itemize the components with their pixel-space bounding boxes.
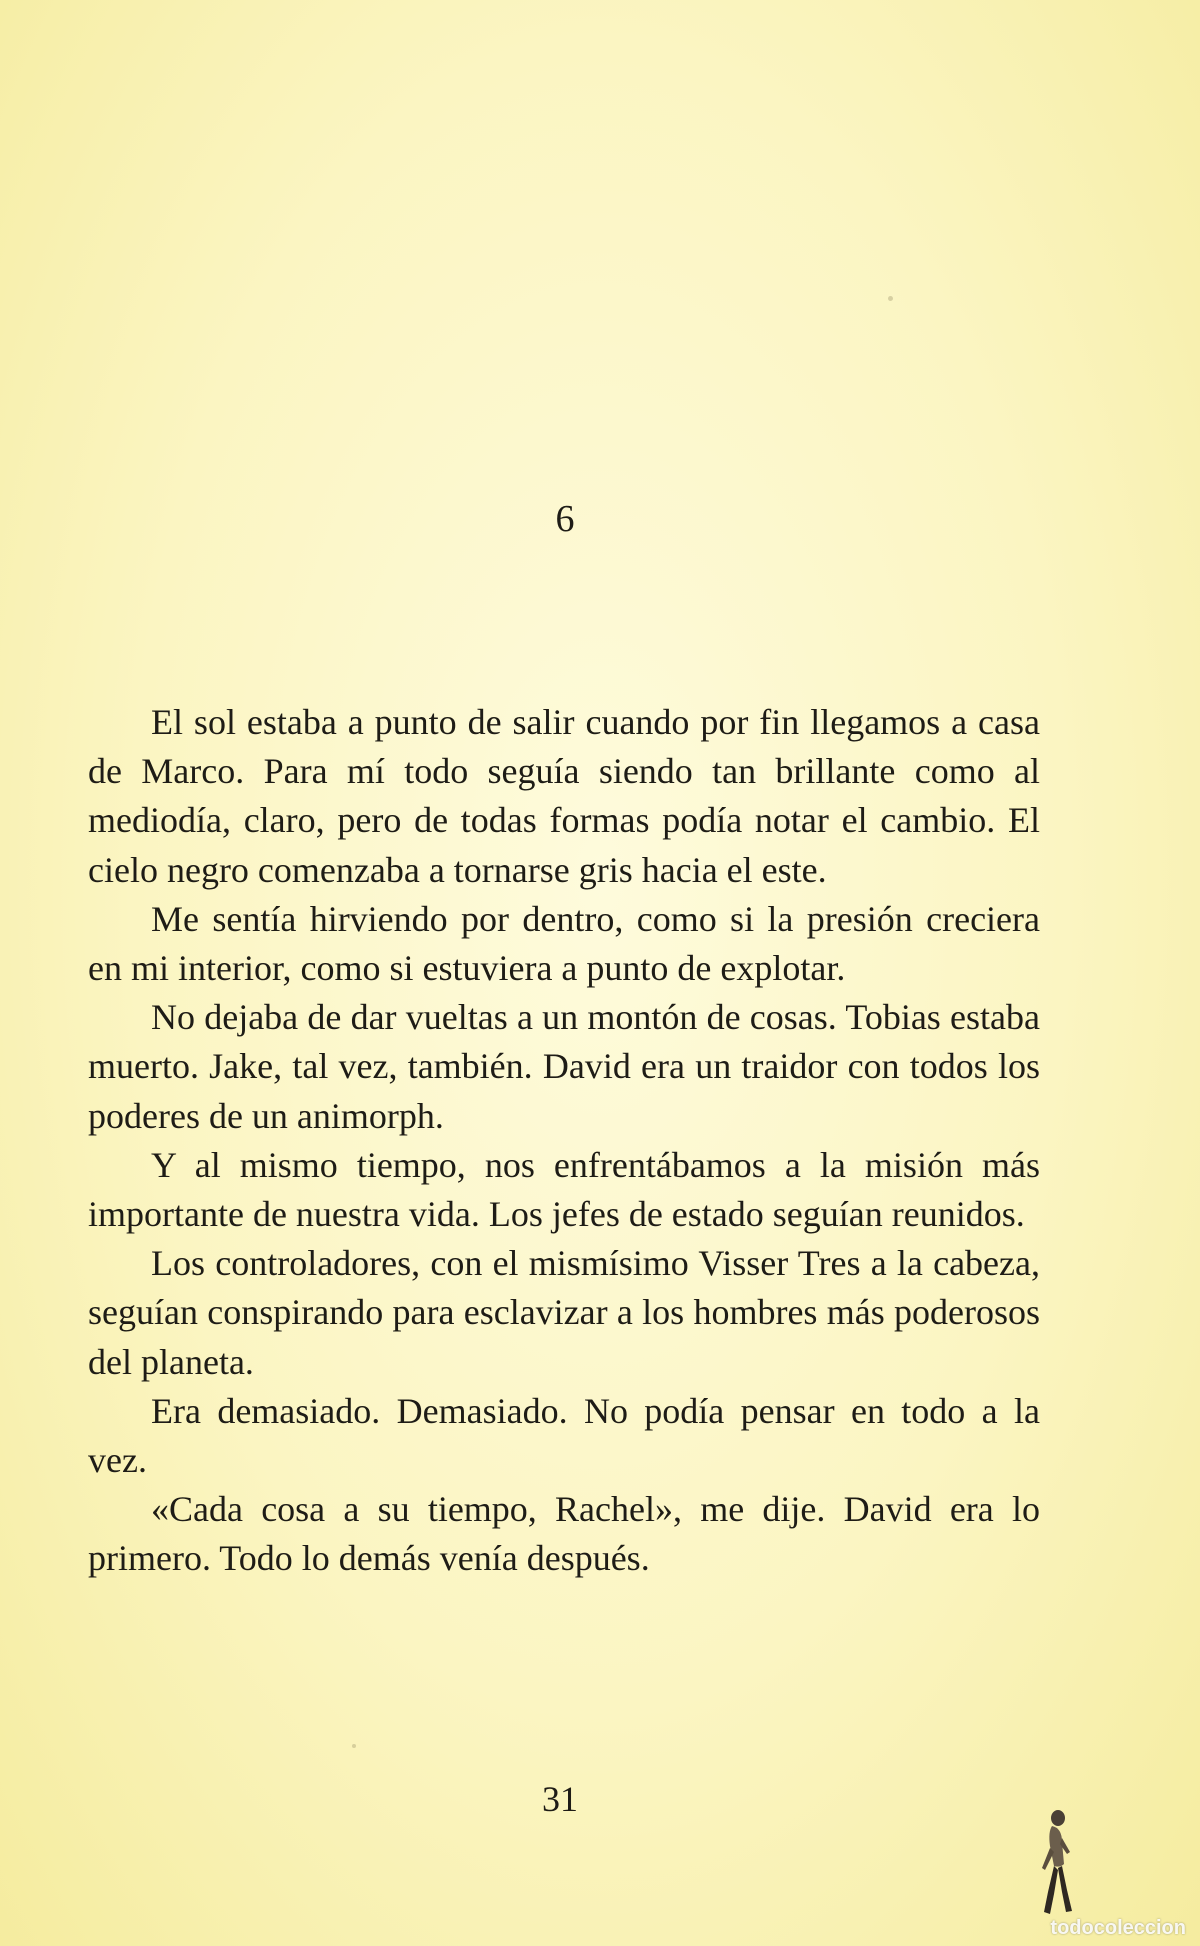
paragraph: No dejaba de dar vueltas a un montón de cosas. Tobias estaba muerto. Jake, tal vez, también. David era un traidor con todos los poderes de un animorph. (88, 997, 1040, 1136)
paragraph: Me sentía hirviendo por dentro, como si la presión creciera en mi interior, como si estuviera a punto de explotar. (88, 898, 1040, 989)
walking-figure-icon (1032, 1808, 1076, 1918)
paragraph: Los controladores, con el mismísimo Visser Tres a la cabeza, seguían conspirando para esclavizar a los hombres más poderosos del planeta. (88, 1243, 1040, 1382)
chapter-body (88, 698, 1040, 1584)
paper-speck (352, 1744, 356, 1748)
paper-speck (888, 296, 893, 301)
page-number: 31 (542, 1779, 578, 1819)
paragraph: Y al mismo tiempo, nos enfrentábamos a la misión más importante de nuestra vida. Los jefes de estado seguían reunidos. (88, 1144, 1040, 1235)
chapter-number: 6 (555, 498, 575, 540)
watermark-text: todocoleccion (1050, 1917, 1186, 1939)
paragraph: El sol estaba a punto de salir cuando por fin llegamos a casa de Marco. Para mí todo seguía siendo tan brillante como al mediodía, claro, pero de todas formas podía notar el cambio. El cielo negro comenzaba a tornarse gris hacia el este. (88, 702, 1040, 890)
paragraph: Era demasiado. Demasiado. No podía pensar en todo a la vez. (88, 1390, 1040, 1481)
paragraph: «Cada cosa a su tiempo, Rachel», me dije. David era lo primero. Todo lo demás venía después. (88, 1489, 1040, 1579)
watermark (1016, 1810, 1186, 1940)
